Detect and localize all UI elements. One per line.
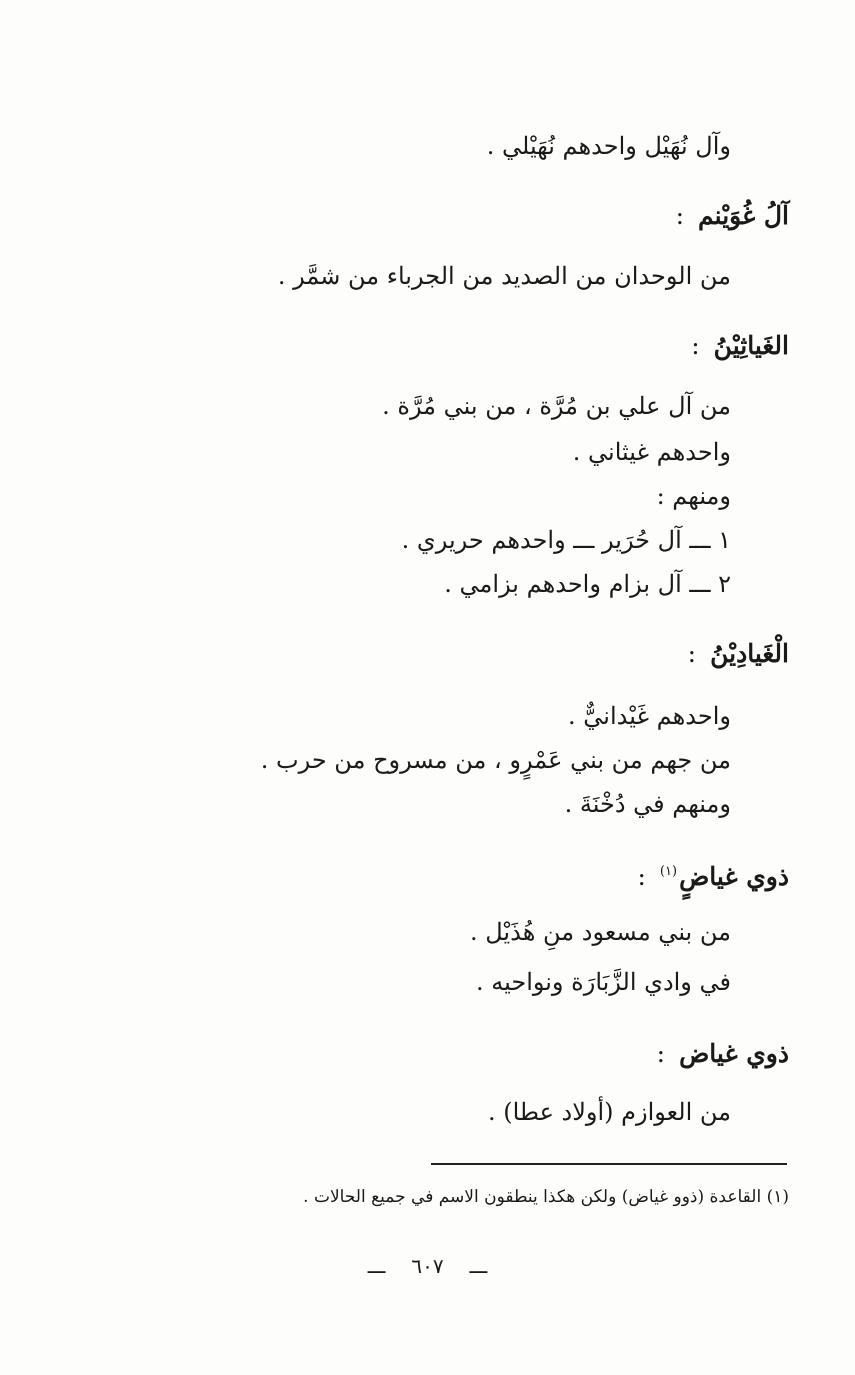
entry-heading-text: ذوي غياضٍ	[679, 862, 789, 891]
entry-heading	[688, 638, 789, 670]
heading-colon: :	[691, 331, 700, 360]
footnote-reference: (١)	[659, 864, 678, 879]
text-line: ومنهم :	[656, 482, 731, 510]
text-line: من العوازم (أولاد عطا) .	[487, 1098, 731, 1126]
text-line: وآل نُهَيْل واحدهم نُهَيْلي .	[486, 132, 731, 160]
heading-colon: :	[656, 1039, 666, 1068]
text-line: واحدهم غيثاني .	[572, 438, 731, 466]
heading-colon: :	[675, 201, 685, 230]
entry-heading-text: آلُ غُوَيْنم	[698, 201, 789, 230]
page-number-dash: ـــ	[367, 1254, 386, 1278]
text-line: في وادي الزَّبَارَة ونواحيه .	[475, 968, 731, 996]
footnote: (١) القاعدة (ذوو غياض) ولكن هكذا ينطقون الاسم في جميع الحالات .	[303, 1187, 789, 1207]
text-line: من الوحدان من الصديد من الجرباء من شمَّر .	[277, 262, 731, 290]
text-line: ومنهم في دُخْنَةَ .	[564, 790, 731, 818]
entry-heading	[676, 200, 789, 232]
entry-heading-text: ذوي غياض	[679, 1039, 789, 1068]
entry-heading-text: الغَياثِيْنُ	[713, 331, 789, 360]
entry-heading	[637, 856, 789, 893]
text-line: من آل علي بن مُرَّة ، من بني مُرَّة .	[382, 392, 731, 420]
page-number-value: ٦٠٧	[411, 1254, 444, 1278]
list-item: ٢ ـــ آل بزام واحدهم بزامي .	[444, 570, 731, 598]
entry-heading	[691, 330, 789, 362]
page-number-dash: ـــ	[469, 1254, 488, 1278]
heading-colon: :	[637, 862, 646, 891]
text-line: واحدهم غَيْدانيٌّ .	[568, 702, 731, 730]
list-item: ١ ـــ آل حُرَير ـــ واحدهم حريري .	[401, 526, 731, 554]
entry-heading-text: الْغَيادِيْنُ	[710, 639, 789, 668]
text-line: من جهم من بني عَمْرٍو ، من مسروح من حرب .	[260, 746, 731, 774]
entry-heading	[657, 1038, 789, 1070]
page-number	[0, 1252, 855, 1280]
footnote-divider	[431, 1163, 787, 1165]
text-line: من بني مسعود منِ هُذَيْل .	[470, 918, 731, 946]
heading-colon: :	[687, 639, 697, 668]
